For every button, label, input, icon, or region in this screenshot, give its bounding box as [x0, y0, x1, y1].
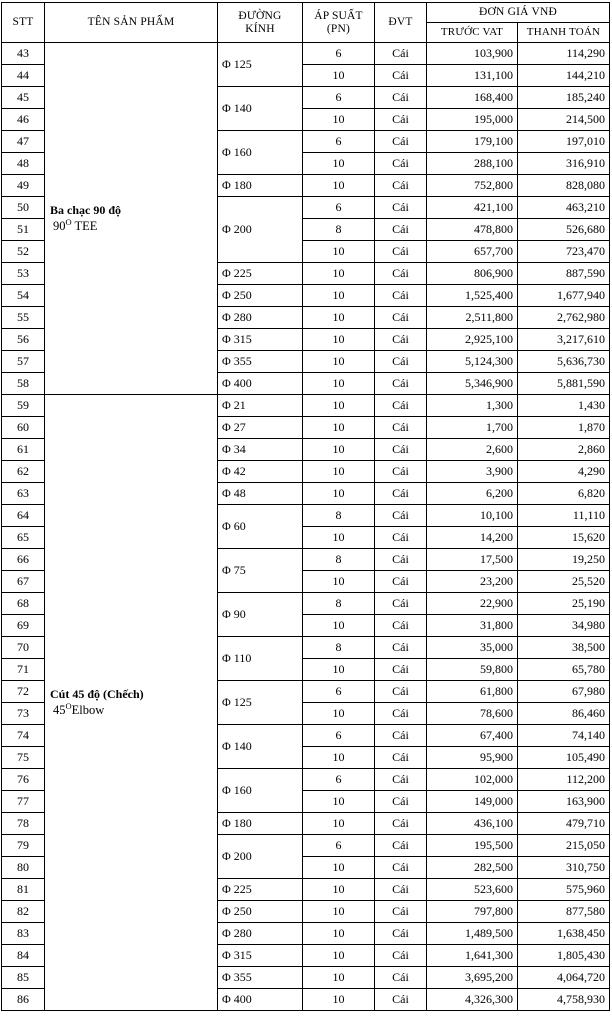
cell-unit: Cái: [375, 241, 427, 263]
cell-pressure: 10: [303, 439, 375, 461]
cell-diameter: Φ 21: [218, 395, 303, 417]
cell-diameter: Φ 225: [218, 263, 303, 285]
cell-price-payment: 887,590: [518, 263, 610, 285]
cell-price-before-vat: 67,400: [427, 725, 518, 747]
cell-unit: Cái: [375, 769, 427, 791]
cell-diameter: Φ 355: [218, 351, 303, 373]
column-header-diameter-line1: ĐƯỜNG: [238, 10, 282, 23]
cell-diameter: Φ 75: [218, 549, 303, 593]
cell-diameter: Φ 140: [218, 725, 303, 769]
product-name-vi: Cút 45 độ (Chếch): [50, 686, 144, 701]
cell-price-before-vat: 752,800: [427, 175, 518, 197]
cell-unit: Cái: [375, 989, 427, 1011]
cell-price-payment: 215,050: [518, 835, 610, 857]
cell-unit: Cái: [375, 263, 427, 285]
cell-price-before-vat: 523,600: [427, 879, 518, 901]
cell-unit: Cái: [375, 87, 427, 109]
cell-pressure: 10: [303, 791, 375, 813]
cell-pressure: 10: [303, 175, 375, 197]
column-header-pressure-line2: (PN): [326, 22, 351, 35]
column-header-product-name: TÊN SẢN PHẨM: [45, 3, 218, 43]
degree-superscript: O: [65, 217, 72, 228]
column-header-pressure-line1: ÁP SUẤT: [314, 10, 363, 23]
cell-pressure: 10: [303, 923, 375, 945]
cell-price-payment: 877,580: [518, 901, 610, 923]
cell-price-payment: 1,870: [518, 417, 610, 439]
column-header-diameter-line2: KÍNH: [245, 22, 275, 35]
cell-price-payment: 214,500: [518, 109, 610, 131]
cell-pressure: 8: [303, 219, 375, 241]
cell-pressure: 10: [303, 307, 375, 329]
column-header-price-before-vat: TRƯỚC VAT: [427, 23, 518, 43]
cell-unit: Cái: [375, 373, 427, 395]
cell-diameter: Φ 27: [218, 417, 303, 439]
cell-pressure: 6: [303, 43, 375, 65]
table-row: [2, 43, 610, 65]
cell-stt: 86: [2, 989, 45, 1011]
cell-price-payment: 1,430: [518, 395, 610, 417]
product-name-en-prefix: 90: [53, 219, 66, 234]
cell-price-payment: 310,750: [518, 857, 610, 879]
cell-diameter: Φ 355: [218, 967, 303, 989]
cell-unit: Cái: [375, 197, 427, 219]
cell-price-payment: 74,140: [518, 725, 610, 747]
cell-pressure: 10: [303, 901, 375, 923]
cell-price-before-vat: 102,000: [427, 769, 518, 791]
cell-price-payment: 5,636,730: [518, 351, 610, 373]
cell-pressure: 10: [303, 813, 375, 835]
cell-unit: Cái: [375, 901, 427, 923]
cell-diameter: Φ 400: [218, 989, 303, 1011]
cell-stt: 51: [2, 219, 45, 241]
cell-diameter: Φ 125: [218, 43, 303, 87]
cell-unit: Cái: [375, 505, 427, 527]
cell-price-before-vat: 78,600: [427, 703, 518, 725]
cell-pressure: 10: [303, 373, 375, 395]
cell-price-payment: 1,638,450: [518, 923, 610, 945]
cell-pressure: 6: [303, 769, 375, 791]
cell-unit: Cái: [375, 791, 427, 813]
cell-price-before-vat: 288,100: [427, 153, 518, 175]
cell-stt: 77: [2, 791, 45, 813]
product-name-en: [53, 701, 213, 718]
cell-stt: 60: [2, 417, 45, 439]
cell-price-payment: 34,980: [518, 615, 610, 637]
cell-unit: Cái: [375, 65, 427, 87]
cell-price-before-vat: 14,200: [427, 527, 518, 549]
cell-price-payment: 2,860: [518, 439, 610, 461]
cell-unit: Cái: [375, 967, 427, 989]
cell-unit: Cái: [375, 131, 427, 153]
cell-stt: 79: [2, 835, 45, 857]
cell-product-name: [45, 43, 218, 395]
cell-unit: Cái: [375, 857, 427, 879]
cell-price-before-vat: 95,900: [427, 747, 518, 769]
cell-stt: 46: [2, 109, 45, 131]
cell-price-payment: 4,064,720: [518, 967, 610, 989]
cell-price-payment: 197,010: [518, 131, 610, 153]
cell-price-before-vat: 17,500: [427, 549, 518, 571]
cell-price-before-vat: 61,800: [427, 681, 518, 703]
cell-price-payment: 5,881,590: [518, 373, 610, 395]
cell-stt: 58: [2, 373, 45, 395]
cell-diameter: Φ 160: [218, 769, 303, 813]
product-name-en-suffix: Elbow: [71, 703, 105, 718]
price-list-table: [1, 2, 610, 1011]
table-body: [2, 43, 610, 1011]
cell-price-payment: 4,758,930: [518, 989, 610, 1011]
cell-diameter: Φ 140: [218, 87, 303, 131]
cell-unit: Cái: [375, 219, 427, 241]
cell-price-before-vat: 1,525,400: [427, 285, 518, 307]
column-header-unit: ĐVT: [375, 3, 427, 43]
cell-pressure: 6: [303, 681, 375, 703]
cell-pressure: 10: [303, 747, 375, 769]
cell-unit: Cái: [375, 439, 427, 461]
cell-stt: 55: [2, 307, 45, 329]
cell-price-before-vat: 131,100: [427, 65, 518, 87]
column-header-pressure: [303, 3, 375, 43]
cell-price-payment: 105,490: [518, 747, 610, 769]
cell-unit: Cái: [375, 307, 427, 329]
cell-pressure: 10: [303, 461, 375, 483]
cell-pressure: 6: [303, 725, 375, 747]
cell-price-payment: 479,710: [518, 813, 610, 835]
cell-unit: Cái: [375, 747, 427, 769]
cell-unit: Cái: [375, 835, 427, 857]
cell-pressure: 6: [303, 197, 375, 219]
cell-diameter: Φ 280: [218, 307, 303, 329]
cell-stt: 71: [2, 659, 45, 681]
cell-price-payment: 6,820: [518, 483, 610, 505]
cell-unit: Cái: [375, 725, 427, 747]
cell-price-payment: 463,210: [518, 197, 610, 219]
cell-stt: 45: [2, 87, 45, 109]
cell-stt: 57: [2, 351, 45, 373]
cell-price-before-vat: 797,800: [427, 901, 518, 923]
cell-stt: 53: [2, 263, 45, 285]
cell-stt: 44: [2, 65, 45, 87]
cell-price-payment: 526,680: [518, 219, 610, 241]
cell-unit: Cái: [375, 175, 427, 197]
cell-unit: Cái: [375, 461, 427, 483]
cell-price-before-vat: 3,695,200: [427, 967, 518, 989]
cell-stt: 75: [2, 747, 45, 769]
table-row: [2, 395, 610, 417]
cell-price-before-vat: 6,200: [427, 483, 518, 505]
cell-pressure: 10: [303, 615, 375, 637]
cell-unit: Cái: [375, 571, 427, 593]
cell-diameter: Φ 315: [218, 945, 303, 967]
cell-stt: 81: [2, 879, 45, 901]
cell-unit: Cái: [375, 285, 427, 307]
column-header-price-payment: THANH TOÁN: [518, 23, 610, 43]
cell-unit: Cái: [375, 417, 427, 439]
cell-unit: Cái: [375, 43, 427, 65]
cell-unit: Cái: [375, 879, 427, 901]
cell-price-before-vat: 23,200: [427, 571, 518, 593]
cell-pressure: 10: [303, 417, 375, 439]
cell-price-payment: 3,217,610: [518, 329, 610, 351]
cell-price-before-vat: 4,326,300: [427, 989, 518, 1011]
cell-diameter: Φ 60: [218, 505, 303, 549]
header-row-primary: [2, 3, 610, 23]
cell-price-before-vat: 1,300: [427, 395, 518, 417]
cell-diameter: Φ 180: [218, 813, 303, 835]
cell-pressure: 10: [303, 857, 375, 879]
cell-pressure: 10: [303, 263, 375, 285]
cell-pressure: 10: [303, 989, 375, 1011]
cell-stt: 62: [2, 461, 45, 483]
column-header-stt: STT: [2, 3, 45, 43]
cell-price-payment: 723,470: [518, 241, 610, 263]
cell-price-before-vat: 657,700: [427, 241, 518, 263]
cell-stt: 84: [2, 945, 45, 967]
cell-price-before-vat: 3,900: [427, 461, 518, 483]
cell-pressure: 6: [303, 87, 375, 109]
cell-unit: Cái: [375, 637, 427, 659]
cell-pressure: 10: [303, 395, 375, 417]
cell-stt: 63: [2, 483, 45, 505]
cell-price-payment: 25,190: [518, 593, 610, 615]
cell-pressure: 10: [303, 703, 375, 725]
cell-unit: Cái: [375, 703, 427, 725]
cell-diameter: Φ 48: [218, 483, 303, 505]
cell-price-payment: 1,677,940: [518, 285, 610, 307]
cell-price-payment: 86,460: [518, 703, 610, 725]
cell-pressure: 10: [303, 153, 375, 175]
cell-diameter: Φ 110: [218, 637, 303, 681]
cell-diameter: Φ 315: [218, 329, 303, 351]
cell-product-name: [45, 395, 218, 1011]
cell-stt: 70: [2, 637, 45, 659]
cell-price-before-vat: 421,100: [427, 197, 518, 219]
cell-price-before-vat: 149,000: [427, 791, 518, 813]
cell-pressure: 10: [303, 351, 375, 373]
cell-price-payment: 19,250: [518, 549, 610, 571]
cell-diameter: Φ 225: [218, 879, 303, 901]
cell-price-payment: 112,200: [518, 769, 610, 791]
cell-price-before-vat: 282,500: [427, 857, 518, 879]
cell-stt: 78: [2, 813, 45, 835]
cell-stt: 82: [2, 901, 45, 923]
cell-stt: 68: [2, 593, 45, 615]
cell-price-payment: 114,290: [518, 43, 610, 65]
cell-stt: 85: [2, 967, 45, 989]
cell-pressure: 10: [303, 329, 375, 351]
cell-diameter: Φ 180: [218, 175, 303, 197]
table-header: [2, 3, 610, 43]
cell-pressure: 10: [303, 109, 375, 131]
cell-price-payment: 163,900: [518, 791, 610, 813]
cell-price-before-vat: 2,925,100: [427, 329, 518, 351]
cell-price-payment: 316,910: [518, 153, 610, 175]
cell-stt: 64: [2, 505, 45, 527]
cell-stt: 69: [2, 615, 45, 637]
cell-pressure: 8: [303, 593, 375, 615]
cell-unit: Cái: [375, 593, 427, 615]
cell-price-before-vat: 103,900: [427, 43, 518, 65]
cell-diameter: Φ 250: [218, 285, 303, 307]
cell-price-payment: 38,500: [518, 637, 610, 659]
cell-price-payment: 65,780: [518, 659, 610, 681]
cell-price-payment: 144,210: [518, 65, 610, 87]
cell-price-before-vat: 168,400: [427, 87, 518, 109]
cell-pressure: 10: [303, 967, 375, 989]
cell-diameter: Φ 34: [218, 439, 303, 461]
cell-pressure: 10: [303, 65, 375, 87]
cell-unit: Cái: [375, 923, 427, 945]
cell-stt: 50: [2, 197, 45, 219]
product-name-vi: Ba chạc 90 độ: [50, 202, 122, 217]
cell-pressure: 10: [303, 285, 375, 307]
product-name-en-suffix: TEE: [71, 219, 98, 234]
cell-price-before-vat: 478,800: [427, 219, 518, 241]
cell-price-before-vat: 195,000: [427, 109, 518, 131]
cell-stt: 49: [2, 175, 45, 197]
cell-stt: 80: [2, 857, 45, 879]
column-header-price-group: ĐƠN GIÁ VNĐ: [427, 3, 610, 23]
cell-price-payment: 11,110: [518, 505, 610, 527]
cell-pressure: 8: [303, 505, 375, 527]
cell-price-payment: 575,960: [518, 879, 610, 901]
cell-price-before-vat: 31,800: [427, 615, 518, 637]
cell-pressure: 8: [303, 549, 375, 571]
cell-stt: 52: [2, 241, 45, 263]
cell-stt: 67: [2, 571, 45, 593]
cell-diameter: Φ 250: [218, 901, 303, 923]
cell-diameter: Φ 280: [218, 923, 303, 945]
cell-unit: Cái: [375, 813, 427, 835]
cell-diameter: Φ 400: [218, 373, 303, 395]
cell-pressure: 10: [303, 879, 375, 901]
cell-price-before-vat: 1,489,500: [427, 923, 518, 945]
cell-price-before-vat: 1,641,300: [427, 945, 518, 967]
cell-pressure: 10: [303, 945, 375, 967]
cell-diameter: Φ 42: [218, 461, 303, 483]
cell-unit: Cái: [375, 681, 427, 703]
cell-unit: Cái: [375, 351, 427, 373]
cell-unit: Cái: [375, 395, 427, 417]
cell-price-before-vat: 2,511,800: [427, 307, 518, 329]
cell-unit: Cái: [375, 483, 427, 505]
cell-price-before-vat: 22,900: [427, 593, 518, 615]
cell-price-payment: 1,805,430: [518, 945, 610, 967]
cell-stt: 66: [2, 549, 45, 571]
cell-stt: 65: [2, 527, 45, 549]
cell-price-before-vat: 436,100: [427, 813, 518, 835]
cell-diameter: Φ 200: [218, 197, 303, 263]
cell-pressure: 10: [303, 241, 375, 263]
cell-stt: 74: [2, 725, 45, 747]
cell-stt: 61: [2, 439, 45, 461]
cell-stt: 54: [2, 285, 45, 307]
cell-price-payment: 25,520: [518, 571, 610, 593]
cell-diameter: Φ 90: [218, 593, 303, 637]
cell-stt: 72: [2, 681, 45, 703]
cell-diameter: Φ 200: [218, 835, 303, 879]
cell-price-before-vat: 806,900: [427, 263, 518, 285]
cell-price-before-vat: 59,800: [427, 659, 518, 681]
column-header-diameter: [218, 3, 303, 43]
cell-diameter: Φ 160: [218, 131, 303, 175]
cell-unit: Cái: [375, 659, 427, 681]
cell-pressure: 10: [303, 483, 375, 505]
cell-stt: 59: [2, 395, 45, 417]
cell-price-before-vat: 195,500: [427, 835, 518, 857]
cell-stt: 43: [2, 43, 45, 65]
cell-stt: 48: [2, 153, 45, 175]
cell-unit: Cái: [375, 945, 427, 967]
degree-superscript: O: [65, 701, 72, 712]
cell-unit: Cái: [375, 153, 427, 175]
cell-price-before-vat: 1,700: [427, 417, 518, 439]
cell-pressure: 10: [303, 659, 375, 681]
product-name-en-prefix: 45: [53, 703, 66, 718]
cell-price-payment: 185,240: [518, 87, 610, 109]
cell-price-payment: 828,080: [518, 175, 610, 197]
cell-pressure: 10: [303, 571, 375, 593]
cell-unit: Cái: [375, 329, 427, 351]
cell-price-payment: 2,762,980: [518, 307, 610, 329]
cell-unit: Cái: [375, 527, 427, 549]
cell-price-before-vat: 179,100: [427, 131, 518, 153]
cell-price-before-vat: 2,600: [427, 439, 518, 461]
cell-price-before-vat: 35,000: [427, 637, 518, 659]
cell-pressure: 6: [303, 131, 375, 153]
cell-pressure: 6: [303, 835, 375, 857]
cell-price-payment: 15,620: [518, 527, 610, 549]
cell-price-before-vat: 5,346,900: [427, 373, 518, 395]
cell-pressure: 8: [303, 637, 375, 659]
cell-price-before-vat: 5,124,300: [427, 351, 518, 373]
cell-stt: 47: [2, 131, 45, 153]
cell-unit: Cái: [375, 549, 427, 571]
cell-stt: 73: [2, 703, 45, 725]
cell-price-payment: 67,980: [518, 681, 610, 703]
cell-price-payment: 4,290: [518, 461, 610, 483]
cell-diameter: Φ 125: [218, 681, 303, 725]
cell-pressure: 10: [303, 527, 375, 549]
cell-price-before-vat: 10,100: [427, 505, 518, 527]
cell-stt: 83: [2, 923, 45, 945]
cell-stt: 56: [2, 329, 45, 351]
cell-unit: Cái: [375, 109, 427, 131]
product-name-en: [53, 217, 213, 234]
cell-stt: 76: [2, 769, 45, 791]
cell-unit: Cái: [375, 615, 427, 637]
